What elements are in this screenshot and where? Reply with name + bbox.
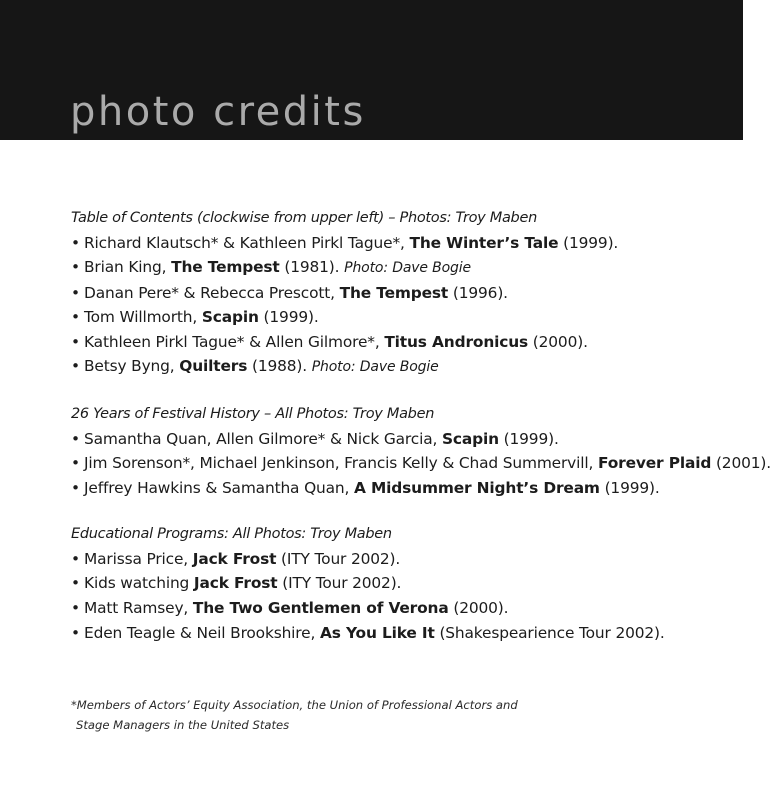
footnote-line-1: *Members of Actors’ Equity Association, the Union of Professional Actors and [71, 698, 518, 712]
credit-item [71, 451, 771, 476]
credit-year: (1999). [498, 429, 559, 448]
photographer-credit: Photo: Dave Bogie [311, 359, 439, 376]
bullet-icon: • [71, 283, 80, 302]
credit-names: Kathleen Pirkl Tague* & Allen Gilmore*, [84, 332, 385, 351]
credit-names: Matt Ramsey, [84, 599, 193, 618]
credit-year: (1999). [558, 233, 619, 252]
credit-year: (1996). [448, 283, 508, 302]
production-title: The Winter’s Tale [409, 233, 559, 252]
bullet-icon: • [71, 623, 80, 642]
credit-item [71, 330, 761, 355]
credit-item [71, 281, 761, 306]
credit-year: (1988). [247, 357, 312, 376]
credit-year: (2001). [711, 454, 771, 473]
bullet-icon: • [71, 478, 80, 497]
credits-section [71, 522, 761, 645]
credit-item [71, 621, 761, 646]
credit-item [71, 427, 761, 452]
bullet-icon: • [71, 332, 80, 351]
credit-names: Betsy Byng, [84, 357, 180, 376]
credit-year: (2000). [528, 332, 588, 351]
production-title: Titus Andronicus [384, 332, 529, 351]
footnote [71, 696, 518, 735]
credits-content [71, 206, 771, 667]
credit-item [71, 547, 761, 572]
production-title: Scapin [441, 429, 499, 448]
credit-names: Tom Willmorth, [84, 308, 202, 327]
bullet-icon: • [71, 258, 80, 277]
credit-names: Kids watching [84, 574, 194, 593]
credits-section [71, 206, 761, 380]
bullet-icon: • [71, 429, 80, 448]
bullet-icon: • [71, 308, 80, 327]
section-heading: 26 Years of Festival History – All Photos: Troy Maben [71, 406, 435, 423]
production-title: Forever Plaid [598, 454, 712, 473]
credit-item [71, 596, 761, 621]
credit-item [71, 255, 761, 281]
section-heading: Educational Programs: All Photos: Troy Maben [71, 526, 392, 543]
photographer-credit: Photo: Dave Bogie [344, 260, 471, 277]
credit-names: Marissa Price, [84, 549, 193, 568]
credit-names: Jeffrey Hawkins & Samantha Quan, [84, 478, 355, 497]
footnote-line-2: Stage Managers in the United States [76, 717, 290, 732]
production-title: The Tempest [171, 258, 280, 277]
credit-year: (1981). [279, 258, 345, 277]
credit-item [71, 571, 761, 596]
credit-item [71, 231, 761, 256]
credit-names: Danan Pere* & Rebecca Prescott, [84, 283, 340, 302]
bullet-icon: • [71, 357, 80, 376]
credit-names: Eden Teagle & Neil Brookshire, [84, 623, 320, 642]
credit-names: Richard Klautsch* & Kathleen Pirkl Tague*, [84, 233, 410, 252]
credit-year: (ITY Tour 2002). [277, 574, 402, 593]
production-title: The Two Gentlemen of Verona [192, 599, 449, 618]
credits-section [71, 402, 771, 500]
production-title: Quilters [179, 357, 248, 376]
bullet-icon: • [71, 574, 80, 593]
production-title: Jack Frost [193, 574, 278, 593]
bullet-icon: • [71, 549, 80, 568]
credit-year: (2000). [448, 599, 509, 618]
credit-year: (1999). [258, 308, 319, 327]
production-title: Jack Frost [192, 549, 277, 568]
production-title: As You Like It [319, 623, 435, 642]
credit-item [71, 305, 761, 330]
credit-year: (Shakespearience Tour 2002). [434, 623, 665, 642]
section-heading: Table of Contents (clockwise from upper left) – Photos: Troy Maben [71, 210, 537, 226]
bullet-icon: • [71, 233, 80, 252]
credit-item [71, 354, 761, 380]
production-title: A Midsummer Night’s Dream [354, 478, 600, 497]
page-title: photo credits [70, 89, 366, 135]
credit-names: Samantha Quan, Allen Gilmore* & Nick Garcia, [84, 429, 442, 448]
credit-names: Jim Sorenson*, Michael Jenkinson, Francis Kelly & Chad Summervill, [84, 454, 598, 473]
production-title: The Tempest [339, 283, 449, 302]
credit-item [71, 476, 761, 501]
bullet-icon: • [71, 454, 80, 473]
bullet-icon: • [71, 599, 80, 618]
production-title: Scapin [201, 308, 259, 327]
credit-year: (ITY Tour 2002). [276, 549, 401, 568]
credit-names: Brian King, [84, 258, 172, 277]
credit-year: (1999). [599, 478, 660, 497]
